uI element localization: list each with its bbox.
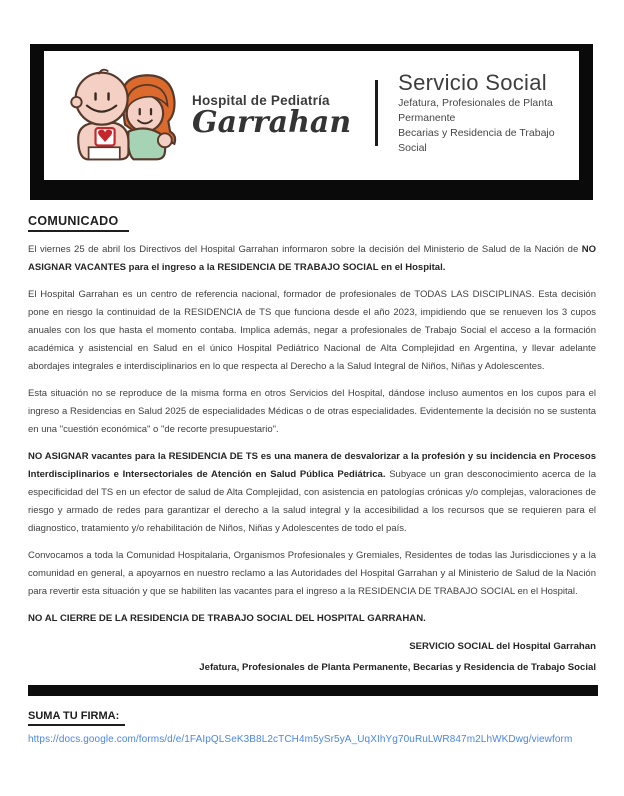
paragraph-comparison: Esta situación no se reproduce de la misma forma en otros Servicios del Hospital, dándose incluso aumentos en los cupos para el ingreso a Residencias en Salud 2025 de especialidades Médicas o de otras especialidades. Evidentemente la decisión no se sustenta en una "cuestión económica" o "de recorte presupuestario". xyxy=(28,388,596,435)
hospital-logo-text xyxy=(192,93,351,138)
header-banner xyxy=(30,44,593,200)
paragraph-impact xyxy=(28,448,596,538)
paragraph-1-normal: El viernes 25 de abril los Directivos del Hospital Garrahan informaron sobre la decisión del Ministerio de Salud de la Nación de xyxy=(28,244,582,255)
document-title: COMUNICADO xyxy=(28,214,596,232)
google-form-link[interactable]: https://docs.google.com/forms/d/e/1FAIpQLSeK3B8L2cTCH4m5ySr5yA_UqXIhYg70uRuLWR847m2LhWKDwg/viewform xyxy=(28,734,573,745)
paragraph-4-bold: NO ASIGNAR vacantes para la RESIDENCIA DE TS es una manera de desvalorizar a la profesión y su incidencia en Procesos Interdisciplinarios e Intersectoriales de Atención en Salud Pública Pediátrica. xyxy=(28,451,596,480)
department-subtitle-1: Jefatura, Profesionales de Planta Permanente xyxy=(398,96,553,124)
header-banner-inner xyxy=(44,51,579,180)
hospital-name-main: Garrahan xyxy=(192,105,352,140)
department-title: Servicio Social xyxy=(398,69,547,95)
slogan-line: NO AL CIERRE DE LA RESIDENCIA DE TRABAJO SOCIAL DEL HOSPITAL GARRAHAN. xyxy=(28,613,426,624)
paragraph-1-bold: NO ASIGNAR VACANTES para el ingreso a la RESIDENCIA DE TRABAJO SOCIAL en el Hospital. xyxy=(28,244,596,273)
banner-divider xyxy=(375,80,378,146)
paragraph-context: El Hospital Garrahan es un centro de referencia nacional, formador de profesionales de TODAS LAS DISCIPLINAS. Esta decisión pone en riesgo la continuidad de la RESIDENCIA de TS que funciona desde el año 2023, impidiendo que se renueven los 3 cupos anuales con los que hasta el momento contaba. Implica además, negar a profesionales de Trabajo Social el acceso a la formación académica y asistencial en Salud en el único Hospital Pediátrico Nacional de Alta Complejidad en Argentina, y llevar adelante abordajes integrales e interdisciplinarios en lo que respecta al Derecho a la Salud Integral de Niños, Niñas y Adolescentes. xyxy=(28,289,596,372)
signature-line-1: SERVICIO SOCIAL del Hospital Garrahan xyxy=(409,641,596,652)
document-body xyxy=(28,214,596,747)
paragraph-call: Convocamos a toda la Comunidad Hospitalaria, Organismos Profesionales y Gremiales, Residentes de todas las Jurisdicciones y a la comunidad en general, a apoyarnos en nuestro reclamo a las Autoridades del Hospital Garrahan y al Ministerio de Salud de la Nación para revertir esta situación y que se habiliten las vacantes para el ingreso a la RESIDENCIA DE TRABAJO SOCIAL en el Hospital. xyxy=(28,550,596,597)
black-separator-bar xyxy=(28,685,598,696)
comunicado-page xyxy=(0,44,624,796)
paragraph-announcement xyxy=(28,241,596,277)
signature-line-2: Jefatura, Profesionales de Planta Permanente, Becarias y Residencia de Trabajo Social xyxy=(199,662,596,673)
sign-call-to-action: SUMA TU FIRMA: xyxy=(28,710,596,726)
department-block xyxy=(398,70,579,156)
hospital-name-top: Hospital de Pediatría xyxy=(192,93,330,108)
garrahan-children-logo-icon xyxy=(64,64,186,168)
paragraph-4-normal: Subyace un gran desconocimiento acerca de la especificidad del TS en un efector de salud de Alta Complejidad, con asistencia en patologías crónicas y/o complejas, valoraciones de riesgo y armado de redes para garantizar el derecho a la salud integral y la accesibilidad a los recursos que se requieren para el diagnostico, tratamiento y/o rehabilitación de Niños, Niñas y Adolescentes de todo el país. xyxy=(28,469,596,534)
department-subtitle-2: Becarias y Residencia de Trabajo Social xyxy=(398,126,555,154)
